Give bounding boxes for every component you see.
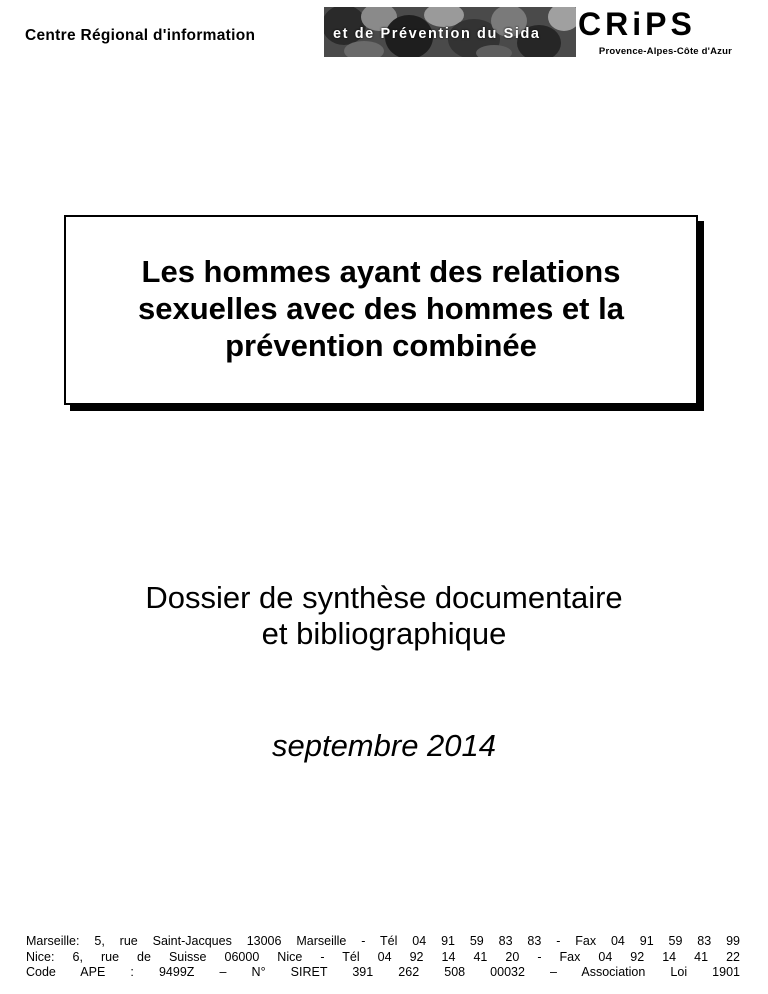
subtitle-line-1: Dossier de synthèse documentaire: [145, 580, 623, 615]
title-line-3: prévention combinée: [225, 327, 537, 363]
organization-name: Centre Régional d'information: [25, 27, 256, 44]
title-box: [64, 215, 698, 405]
document-subtitle: [0, 580, 768, 652]
crips-logo: CRiPS: [578, 6, 696, 42]
footer-line-marseille: Marseille: 5, rue Saint-Jacques 13006 Marseille - Tél 04 91 59 83 83 - Fax 04 91 59 83 99: [26, 934, 740, 948]
title-line-2: sexuelles avec des hommes et la: [138, 290, 624, 326]
publication-date: septembre 2014: [271, 728, 497, 763]
header-strip-text: et de Prévention du Sida: [333, 26, 541, 42]
footer-line-nice: Nice: 6, rue de Suisse 06000 Nice - Tél 04 92 14 41 20 - Fax 04 92 14 41 22: [26, 949, 740, 964]
logo-region-subtitle: Provence-Alpes-Côte d'Azur: [598, 46, 732, 57]
header-banner: [0, 0, 768, 62]
title-line-1: Les hommes ayant des relations: [141, 253, 621, 289]
footer-address: [26, 934, 740, 981]
header-photo-strip: [324, 7, 576, 57]
document-title: [81, 253, 681, 364]
footer-line-legal: Code APE : 9499Z – N° SIRET 391 262 508 00032 – Association Loi 1901: [26, 965, 740, 979]
subtitle-line-2: et bibliographique: [261, 616, 507, 651]
